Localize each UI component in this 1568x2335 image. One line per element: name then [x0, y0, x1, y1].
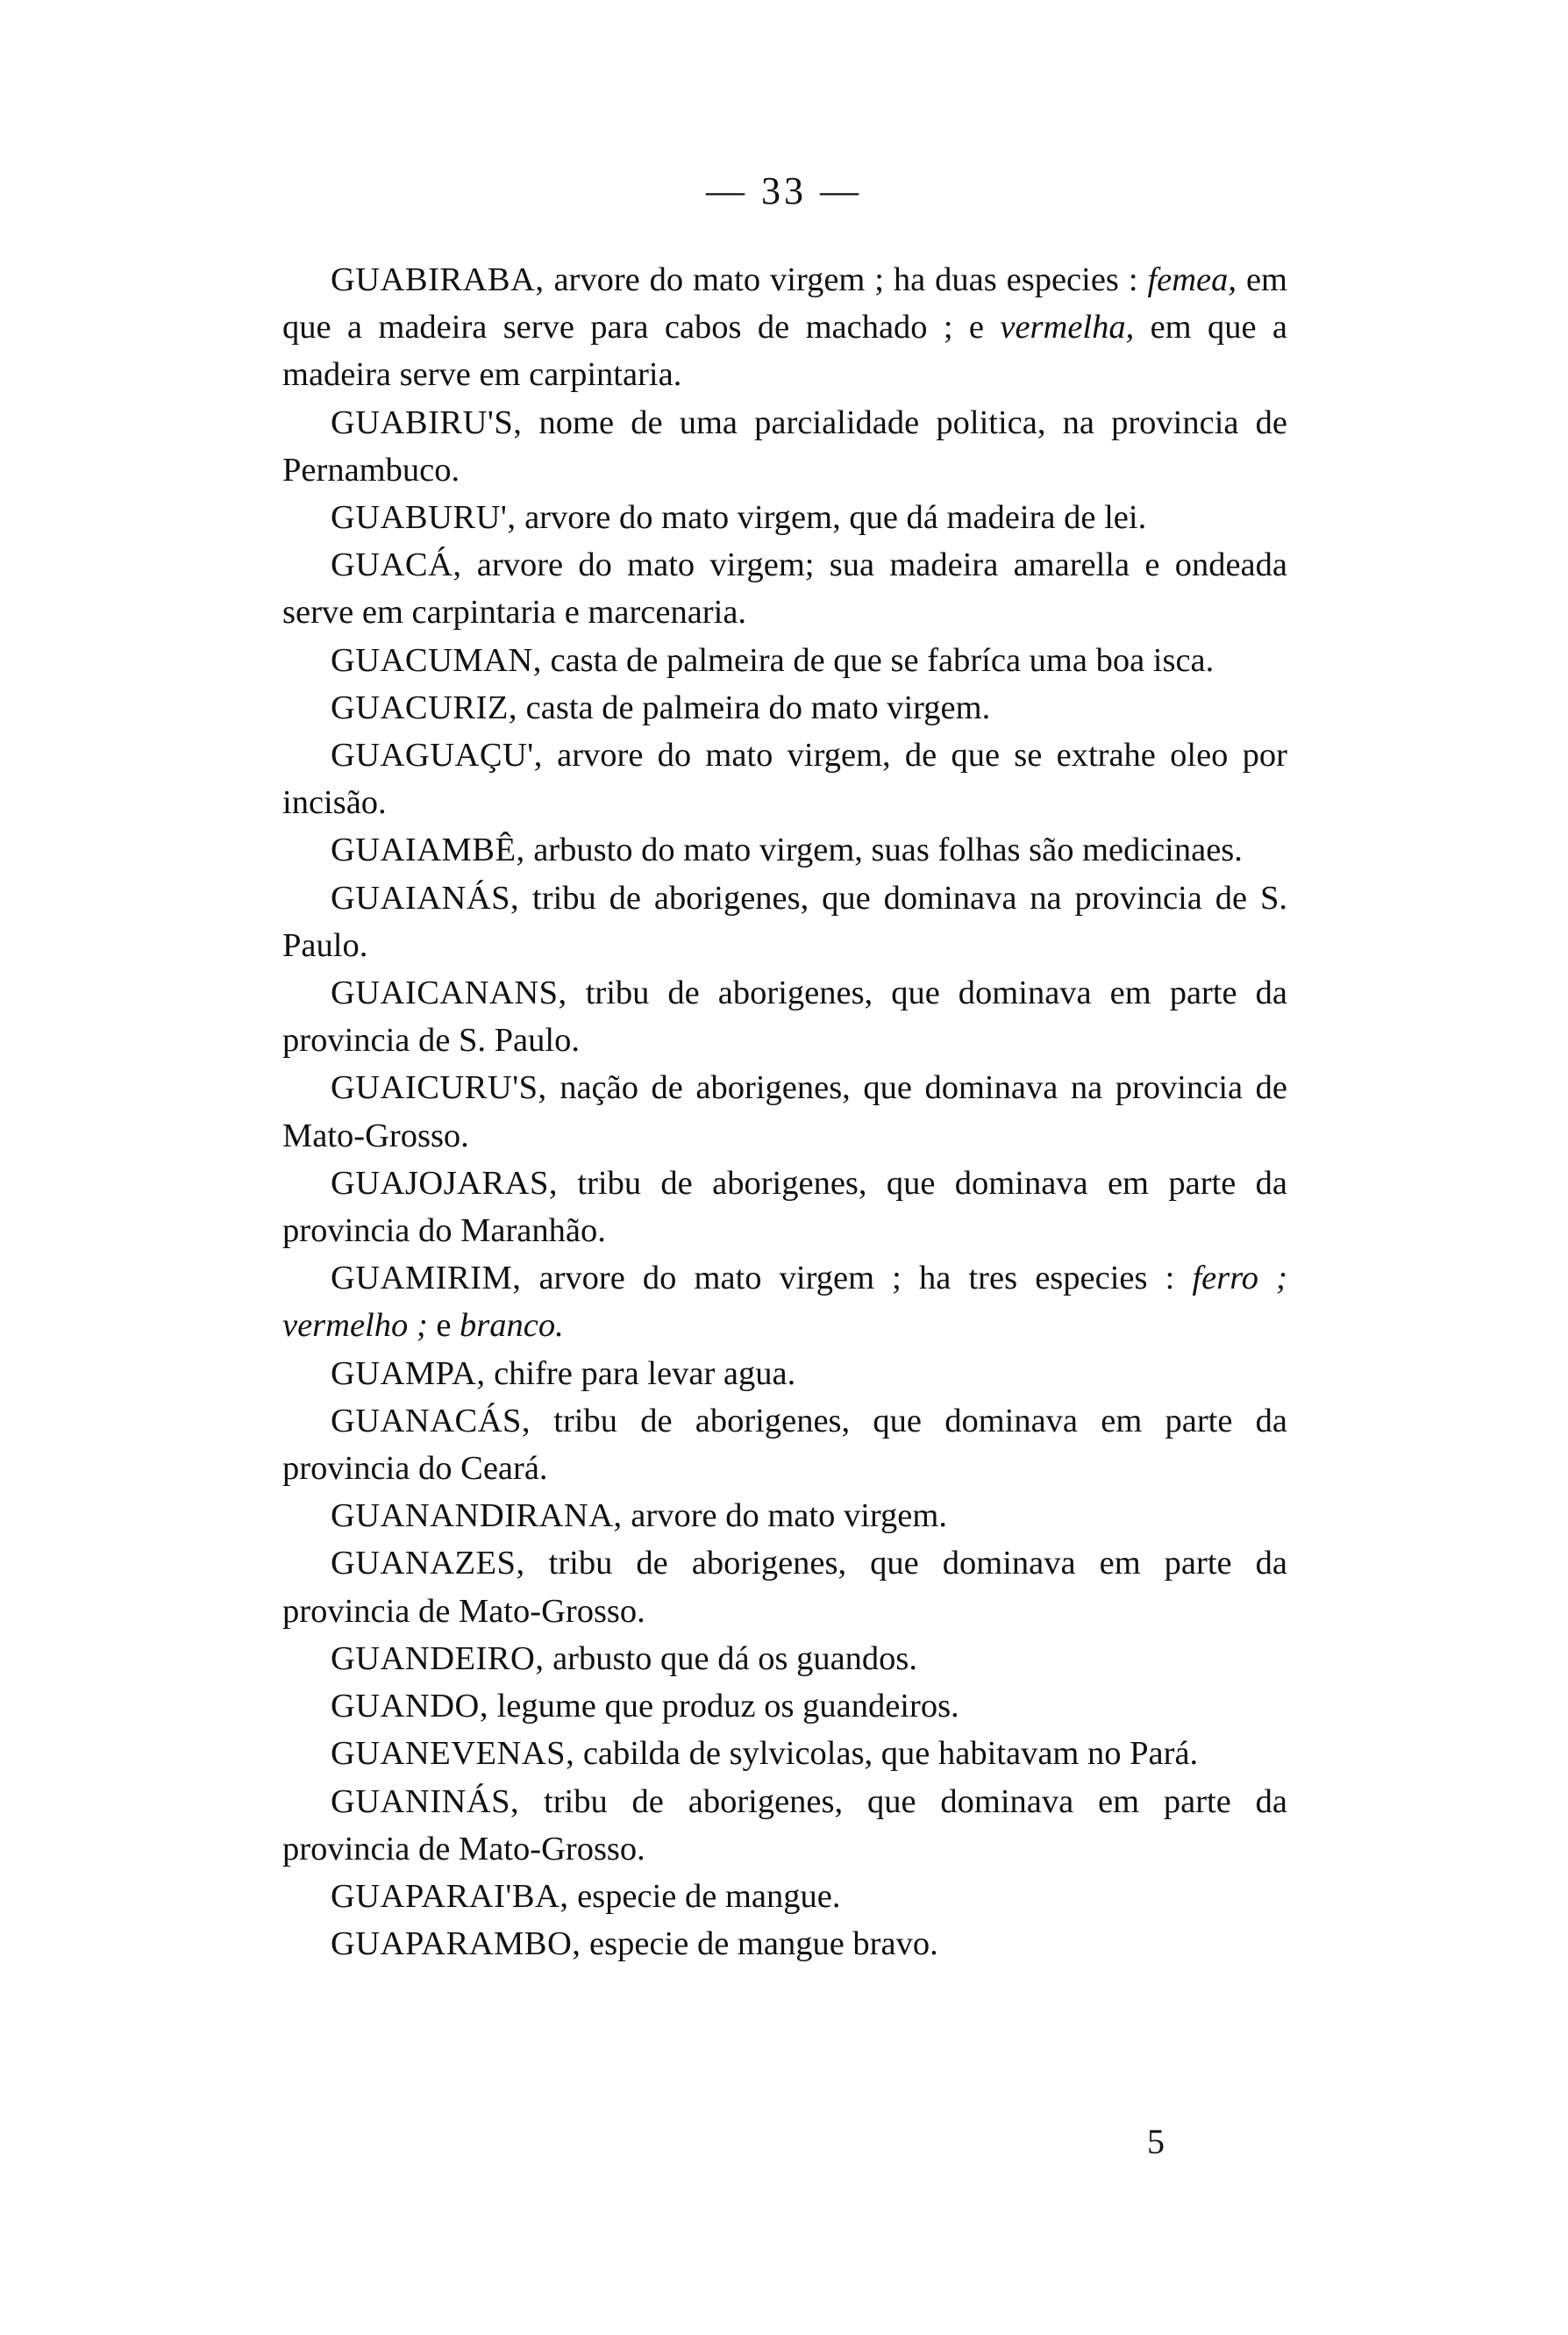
signature-mark: 5	[1147, 2122, 1165, 2161]
headword: GUANANDIRANA,	[331, 1497, 623, 1535]
headword: GUABIRABA,	[331, 261, 545, 298]
definition: arvore do mato virgem, que dá madeira de lei.	[516, 499, 1147, 537]
headword: GUANACÁS,	[331, 1402, 531, 1439]
entry-guaninas	[282, 1778, 1287, 1873]
headword: GUANDEIRO,	[331, 1639, 545, 1677]
italic-term: vermelha,	[1000, 309, 1135, 346]
entry-guanevenas	[282, 1730, 1287, 1777]
entry-guacuriz	[282, 684, 1287, 732]
headword: GUAIANÁS,	[331, 879, 520, 917]
definition: em que a madeira serve em carpintaria.	[282, 309, 1288, 394]
headword: GUAMPA,	[331, 1354, 486, 1392]
headword: GUAPARAMBO,	[331, 1925, 581, 1963]
entry-guanandirana	[282, 1492, 1287, 1539]
definition: tribu de aborigenes, que dominava em parte da provincia de Mato-Grosso.	[282, 1545, 1287, 1630]
entry-guabiraba	[282, 256, 1287, 399]
headword: GUABIRU'S,	[331, 403, 523, 441]
entry-guaburu	[282, 494, 1287, 541]
entry-guabirus	[282, 399, 1287, 494]
entry-guanazes	[282, 1539, 1287, 1634]
definition: casta de palmeira de que se fabríca uma boa isca.	[541, 641, 1215, 679]
entry-guaianas	[282, 875, 1287, 969]
dictionary-entries	[282, 256, 1287, 1967]
headword: GUAMIRIM,	[331, 1260, 522, 1297]
headword: GUANAZES,	[331, 1545, 525, 1582]
definition: arvore do mato virgem; sua madeira amarella e ondeada serve em carpintaria e marcenaria.	[282, 546, 1287, 632]
headword: GUAICURU'S,	[331, 1069, 547, 1107]
headword: GUANEVENAS,	[331, 1735, 575, 1773]
entry-guaiambe	[282, 826, 1287, 874]
definition: cabilda de sylvicolas, que habitavam no Pará.	[574, 1735, 1199, 1773]
headword: GUAGUAÇU',	[331, 737, 543, 775]
italic-term: branco.	[460, 1307, 564, 1345]
definition: nome de uma parcialidade politica, na provincia de Pernambuco.	[282, 403, 1287, 489]
headword: GUAJOJARAS,	[331, 1164, 559, 1202]
page-number: — 33 —	[706, 169, 862, 212]
entry-guando	[282, 1682, 1287, 1730]
definition: casta de palmeira do mato virgem.	[517, 689, 991, 726]
definition: tribu de aborigenes, que dominava em parte da provincia de S. Paulo.	[282, 975, 1287, 1060]
entry-guandeiro	[282, 1635, 1287, 1682]
definition: tribu de aborigenes, que dominava em parte da provincia do Maranhão.	[282, 1164, 1287, 1250]
headword: GUANINÁS,	[331, 1782, 520, 1820]
entry-guacuman	[282, 637, 1287, 684]
italic-term: ferro ; vermelho ;	[282, 1260, 1287, 1345]
definition: tribu de aborigenes, que dominava em parte da provincia de Mato-Grosso.	[282, 1782, 1287, 1867]
entry-guampa	[282, 1350, 1287, 1397]
headword: GUAIAMBÊ,	[331, 832, 525, 869]
definition: arbusto do mato virgem, suas folhas são medicinaes.	[524, 832, 1243, 869]
entry-guaicanans	[282, 969, 1287, 1064]
definition: tribu de aborigenes, que dominava em parte da provincia do Ceará.	[282, 1402, 1287, 1488]
italic-term: femea,	[1147, 261, 1237, 298]
definition: chifre para levar agua.	[485, 1354, 796, 1392]
definition: especie de mangue.	[568, 1877, 841, 1915]
definition: legume que produz os guandeiros.	[488, 1688, 959, 1725]
headword: GUAICANANS,	[331, 975, 567, 1012]
definition: arvore do mato virgem ; ha duas especies :	[544, 261, 1148, 298]
definition: em que a madeira serve para cabos de machado ; e	[282, 261, 1287, 346]
entry-guaparambo	[282, 1920, 1287, 1967]
definition: arbusto que dá os guandos.	[544, 1639, 918, 1677]
entry-guaicurus	[282, 1064, 1287, 1159]
definition: tribu de aborigenes, que dominava na provincia de S. Paulo.	[282, 879, 1287, 964]
headword: GUABURU',	[331, 499, 517, 537]
headword: GUACUMAN,	[331, 641, 542, 679]
headword: GUAPARAI'BA,	[331, 1877, 569, 1915]
definition: arvore do mato virgem, de que se extrahe oleo por incisão.	[282, 737, 1287, 822]
entry-guaca	[282, 541, 1287, 636]
definition: arvore do mato virgem ; ha tres especies :	[521, 1260, 1193, 1297]
entry-guajojaras	[282, 1160, 1287, 1254]
definition: arvore do mato virgem.	[622, 1497, 947, 1535]
entry-guamirim	[282, 1254, 1287, 1349]
headword: GUANDO,	[331, 1688, 488, 1725]
headword: GUACURIZ,	[331, 689, 518, 726]
entry-guaparaiba	[282, 1873, 1287, 1920]
definition: nação de aborigenes, que dominava na provincia de Mato-Grosso.	[282, 1069, 1287, 1154]
definition: e	[427, 1307, 460, 1345]
definition: especie de mangue bravo.	[581, 1925, 938, 1963]
entry-guaguacu	[282, 732, 1287, 826]
entry-guanacas	[282, 1397, 1287, 1492]
headword: GUACÁ,	[331, 546, 462, 584]
